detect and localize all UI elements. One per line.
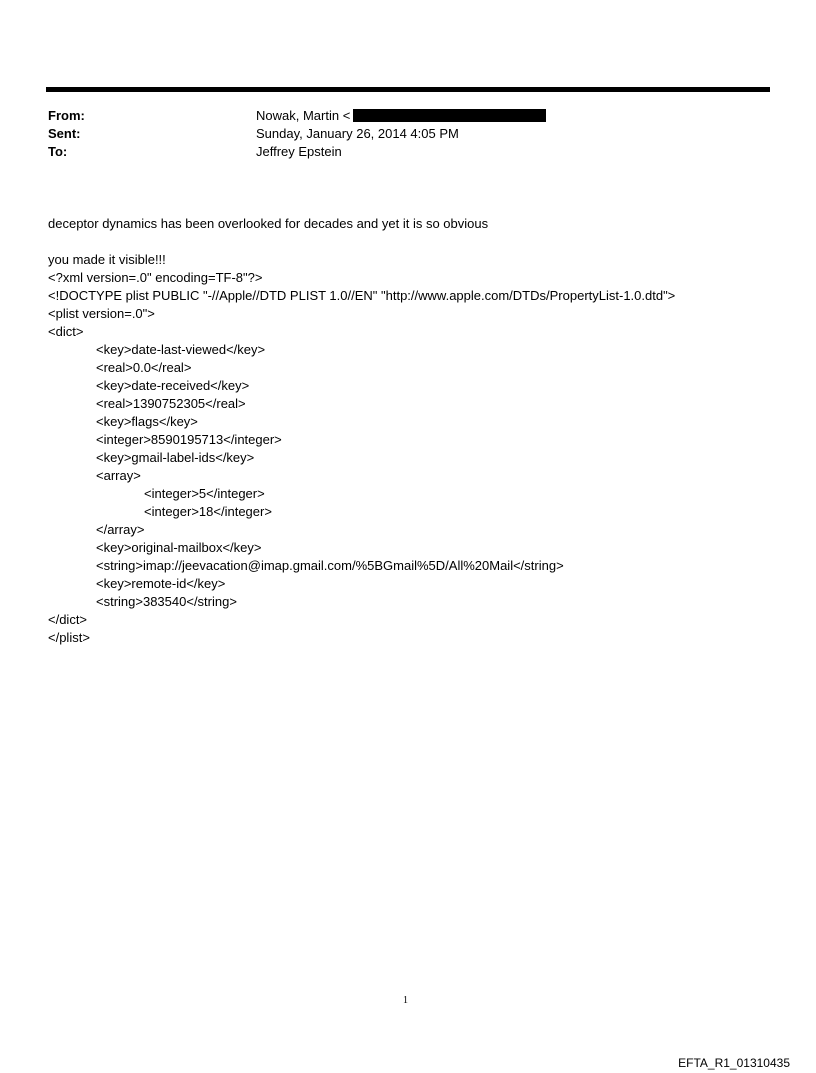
body-line: <real>0.0</real> xyxy=(96,360,192,375)
body-line: <string>383540</string> xyxy=(96,594,237,609)
page-number: 1 xyxy=(403,995,408,1006)
body-line: <!DOCTYPE plist PUBLIC "-//Apple//DTD PLIST 1.0//EN" "http://www.apple.com/DTDs/PropertyList-1.0.dtd"> xyxy=(48,288,676,303)
body-line: <?xml version=.0" encoding=TF-8"?> xyxy=(48,270,263,285)
body-line: <key>original-mailbox</key> xyxy=(96,540,262,555)
redaction-bar xyxy=(353,109,546,122)
from-value xyxy=(256,107,546,125)
body-line: <dict> xyxy=(48,324,84,339)
body-line: <plist version=.0"> xyxy=(48,306,155,321)
body-line: <string>imap://jeevacation@imap.gmail.com/%5BGmail%5D/All%20Mail</string> xyxy=(96,558,564,573)
document-id: EFTA_R1_01310435 xyxy=(678,1056,790,1070)
body-line: <key>flags</key> xyxy=(96,414,198,429)
body-line: <integer>18</integer> xyxy=(144,504,272,519)
body-line: </array> xyxy=(96,522,145,537)
body-line: <integer>8590195713</integer> xyxy=(96,432,282,447)
from-label: From: xyxy=(48,108,85,123)
body-line: </dict> xyxy=(48,612,88,627)
body-line: you made it visible!!! xyxy=(48,252,166,267)
sent-value: Sunday, January 26, 2014 4:05 PM xyxy=(256,126,459,141)
sent-label: Sent: xyxy=(48,126,81,141)
from-name: Nowak, Martin < xyxy=(256,108,351,123)
body-line: <real>1390752305</real> xyxy=(96,396,246,411)
to-label: To: xyxy=(48,144,68,159)
body-line: <key>remote-id</key> xyxy=(96,576,226,591)
body-line: <key>date-last-viewed</key> xyxy=(96,342,266,357)
to-value: Jeffrey Epstein xyxy=(256,144,342,159)
body-line: </plist> xyxy=(48,630,90,645)
body-line: deceptor dynamics has been overlooked for decades and yet it is so obvious xyxy=(48,216,489,231)
body-line: <key>date-received</key> xyxy=(96,378,250,393)
body-line: <array> xyxy=(96,468,141,483)
header-rule xyxy=(46,87,770,92)
body-line: <integer>5</integer> xyxy=(144,486,265,501)
body-line: <key>gmail-label-ids</key> xyxy=(96,450,255,465)
